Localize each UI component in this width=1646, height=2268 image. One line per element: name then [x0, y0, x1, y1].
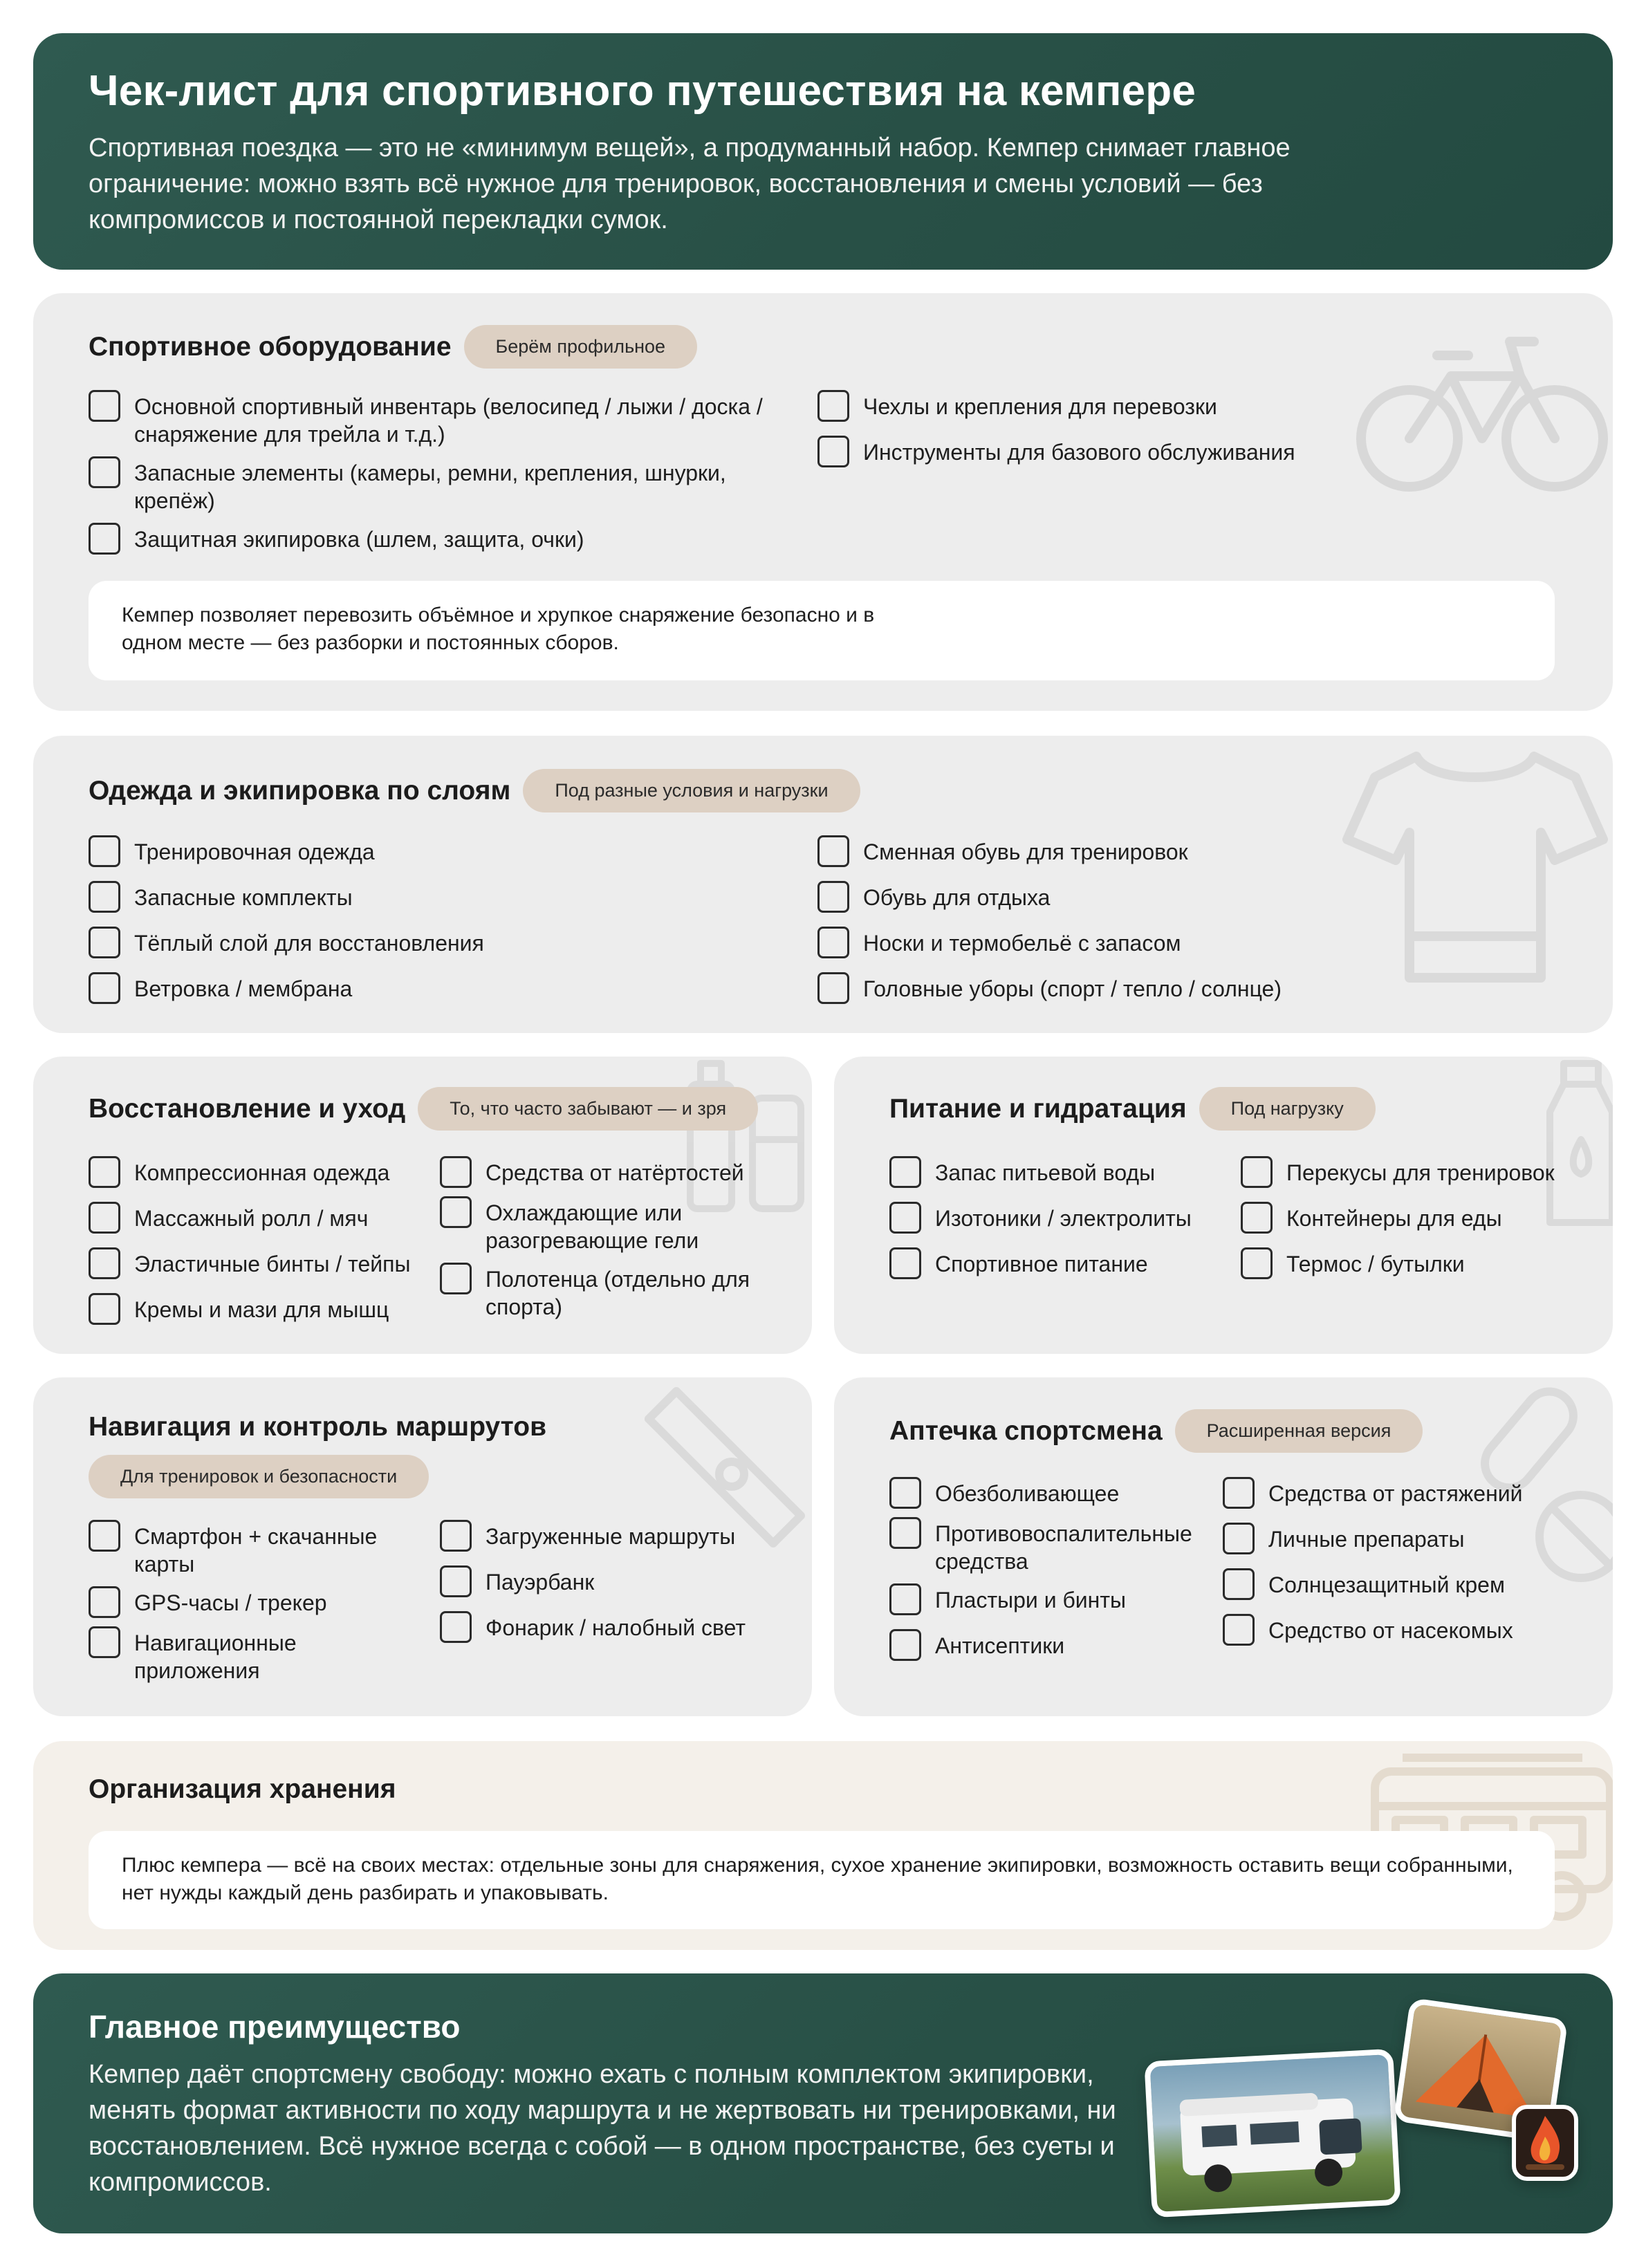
item-label: Запасные элементы (камеры, ремни, крепления, шнурки, крепёж) [134, 461, 726, 513]
checkbox[interactable] [89, 456, 120, 488]
motorhome-icon [1150, 2054, 1396, 2212]
equipment-note-text: Кемпер позволяет перевозить объёмное и хрупкое снаряжение безопасно и в одном месте — без разборки и постоянных сборов. [122, 604, 875, 654]
checklist-item[interactable] [89, 1250, 420, 1279]
section-equipment [33, 293, 1613, 711]
checkbox[interactable] [89, 1586, 120, 1618]
item-label: Смартфон + скачанные карты [134, 1524, 378, 1577]
checkbox[interactable] [89, 390, 120, 422]
item-label: Изотоники / электролиты [935, 1206, 1192, 1231]
navigation-list-right [440, 1523, 786, 1643]
checklist-item[interactable] [1241, 1159, 1587, 1188]
checkbox[interactable] [89, 1247, 120, 1279]
item-label: Охлаждающие или разогревающие гели [486, 1200, 699, 1253]
checklist-item[interactable] [889, 1632, 1214, 1661]
checkbox[interactable] [440, 1520, 472, 1552]
storage-note [89, 1831, 1555, 1929]
checklist-item[interactable] [89, 1523, 420, 1578]
checkbox[interactable] [440, 1156, 472, 1188]
recovery-list-right [440, 1159, 772, 1321]
checklist-item[interactable] [89, 1629, 420, 1684]
checkbox[interactable] [440, 1611, 472, 1643]
section-firstaid [834, 1377, 1613, 1716]
clothing-list-right [817, 838, 1440, 1004]
checklist-item[interactable] [889, 1205, 1221, 1234]
item-label: Кремы и мази для мышц [134, 1297, 389, 1322]
motorhome-photo [1144, 2049, 1400, 2218]
firstaid-list-right [1223, 1480, 1582, 1646]
nutrition-list-left [889, 1159, 1221, 1279]
item-label: Средства от натёртостей [486, 1160, 744, 1185]
checklist-item[interactable] [1223, 1480, 1582, 1509]
equipment-badge: Берём профильное [464, 325, 698, 369]
section-storage [33, 1741, 1613, 1950]
nutrition-title: Питание и гидратация [889, 1093, 1187, 1124]
item-label: Основной спортивный инвентарь (велосипед / лыжи / доска / снаряжение для трейла и т.д.) [134, 394, 763, 447]
item-label: Тренировочная одежда [134, 839, 375, 864]
checklist-item[interactable] [1241, 1205, 1587, 1234]
hero-card [33, 33, 1613, 270]
navigation-title: Навигация и контроль маршрутов [89, 1412, 547, 1442]
section-navigation [33, 1377, 812, 1716]
item-label: Инструменты для базового обслуживания [863, 440, 1295, 465]
item-label: Эластичные бинты / тейпы [134, 1252, 411, 1276]
checkbox[interactable] [817, 927, 849, 958]
checkbox[interactable] [817, 436, 849, 467]
checklist-item[interactable] [889, 1480, 1214, 1509]
checkbox[interactable] [889, 1477, 921, 1509]
item-label: Чехлы и крепления для перевозки [863, 394, 1217, 419]
advantage-text: Кемпер даёт спортсмену свободу: можно ехать с полным комплектом экипировки, менять формат активности по ходу маршрута и не жертвовать ни тренировками, ни восстановлением. Всё нужное всегда с собой — в одном пространстве, без суеты и компромиссов. [89, 2060, 1116, 2197]
nutrition-badge: Под нагрузку [1199, 1087, 1376, 1131]
item-label: Фонарик / налобный свет [486, 1615, 746, 1640]
checkbox[interactable] [89, 881, 120, 913]
item-label: Полотенца (отдельно для спорта) [486, 1267, 750, 1319]
item-label: Средство от насекомых [1268, 1618, 1513, 1643]
checklist-item[interactable] [440, 1523, 786, 1552]
item-label: Антисептики [935, 1633, 1065, 1658]
storage-title: Организация хранения [89, 1774, 396, 1804]
item-label: Массажный ролл / мяч [134, 1206, 369, 1231]
navigation-badge-row [89, 1455, 429, 1498]
checklist-item[interactable] [89, 1589, 420, 1618]
equipment-list-left [89, 393, 780, 555]
item-label: Головные уборы (спорт / тепло / солнце) [863, 976, 1282, 1001]
checkbox[interactable] [89, 1156, 120, 1188]
equipment-title: Спортивное оборудование [89, 331, 452, 362]
checkbox[interactable] [889, 1202, 921, 1234]
checkbox[interactable] [817, 972, 849, 1004]
firstaid-title: Аптечка спортсмена [889, 1415, 1163, 1446]
section-clothing [33, 736, 1613, 1033]
item-label: Запасные комплекты [134, 885, 353, 910]
recovery-header [89, 1087, 758, 1131]
recovery-list-left [89, 1159, 420, 1325]
firstaid-list-left [889, 1480, 1214, 1661]
clothing-badge: Под разные условия и нагрузки [523, 769, 860, 812]
checkbox[interactable] [1223, 1614, 1255, 1646]
firstaid-header [889, 1409, 1423, 1453]
checkbox[interactable] [1223, 1523, 1255, 1554]
equipment-header [89, 325, 697, 369]
item-label: Запас питьевой воды [935, 1160, 1156, 1185]
checkbox[interactable] [1241, 1202, 1273, 1234]
item-label: Личные препараты [1268, 1527, 1465, 1552]
item-label: Обезболивающее [935, 1481, 1120, 1506]
checkbox[interactable] [1241, 1156, 1273, 1188]
item-label: Средства от растяжений [1268, 1481, 1523, 1506]
firstaid-badge: Расширенная версия [1175, 1409, 1423, 1453]
checkbox[interactable] [89, 1293, 120, 1325]
item-label: Термос / бутылки [1286, 1252, 1465, 1276]
clothing-list-left [89, 838, 780, 1004]
advantage-card [33, 1973, 1613, 2233]
checklist-item[interactable] [89, 884, 780, 913]
advantage-title: Главное преимущество [89, 2009, 461, 2045]
item-label: Контейнеры для еды [1286, 1206, 1502, 1231]
checklist-item[interactable] [89, 1296, 420, 1325]
checklist-item[interactable] [89, 975, 780, 1004]
item-label: Тёплый слой для восстановления [134, 931, 484, 956]
checklist-item[interactable] [89, 459, 780, 514]
checkbox[interactable] [889, 1517, 921, 1549]
item-label: Пластыри и бинты [935, 1588, 1126, 1612]
checklist-item[interactable] [817, 438, 1440, 467]
navigation-list-left [89, 1523, 420, 1684]
checkbox[interactable] [1223, 1477, 1255, 1509]
checklist-item[interactable] [889, 1520, 1214, 1575]
item-label: Навигационные приложения [134, 1630, 297, 1683]
item-label: GPS-часы / трекер [134, 1590, 327, 1615]
checkbox[interactable] [440, 1565, 472, 1597]
checkbox[interactable] [889, 1156, 921, 1188]
navigation-header [89, 1412, 546, 1442]
checkbox[interactable] [889, 1583, 921, 1615]
checklist-item[interactable] [89, 1205, 420, 1234]
storage-note-text: Плюс кемпера — всё на своих местах: отдельные зоны для снаряжения, сухое хранение экипировки, возможность оставить вещи собранными, нет нужды каждый день разбирать и упаковывать. [122, 1854, 1513, 1904]
checklist-item[interactable] [889, 1250, 1221, 1279]
checkbox[interactable] [440, 1196, 472, 1228]
nutrition-list-right [1241, 1159, 1587, 1279]
checklist-item[interactable] [89, 929, 780, 958]
checklist-item[interactable] [817, 393, 1440, 422]
checkbox[interactable] [89, 1520, 120, 1552]
item-label: Защитная экипировка (шлем, защита, очки) [134, 527, 584, 552]
checkbox[interactable] [1241, 1247, 1273, 1279]
item-label: Обувь для отдыха [863, 885, 1051, 910]
campfire-icon [1516, 2109, 1574, 2177]
item-label: Компрессионная одежда [134, 1160, 390, 1185]
recovery-badge: То, что часто забывают — и зря [418, 1087, 758, 1131]
storage-header [89, 1774, 396, 1805]
checkbox[interactable] [889, 1247, 921, 1279]
checklist-item[interactable] [1223, 1525, 1582, 1554]
checklist-item[interactable] [440, 1265, 772, 1321]
equipment-list-right [817, 393, 1440, 467]
item-label: Пауэрбанк [486, 1570, 595, 1595]
checkbox[interactable] [1223, 1568, 1255, 1600]
checkbox[interactable] [440, 1263, 472, 1294]
checkbox[interactable] [89, 927, 120, 958]
checklist-item[interactable] [440, 1159, 772, 1188]
clothing-header [89, 769, 860, 812]
item-label: Перекусы для тренировок [1286, 1160, 1555, 1185]
page-title: Чек-лист для спортивного путешествия на кемпере [89, 67, 1196, 115]
recovery-title: Восстановление и уход [89, 1093, 406, 1124]
checklist-item[interactable] [817, 975, 1440, 1004]
nutrition-header [889, 1087, 1376, 1131]
checklist-item[interactable] [89, 393, 780, 448]
item-label: Носки и термобельё с запасом [863, 931, 1181, 956]
section-recovery [33, 1057, 812, 1354]
checkbox[interactable] [817, 390, 849, 422]
item-label: Солнцезащитный крем [1268, 1572, 1505, 1597]
checklist-item[interactable] [817, 929, 1440, 958]
equipment-note [89, 581, 1555, 680]
campfire-photo [1512, 2105, 1578, 2181]
checklist-item[interactable] [440, 1568, 786, 1597]
checklist-item[interactable] [440, 1614, 786, 1643]
checkbox[interactable] [817, 881, 849, 913]
checkbox[interactable] [89, 1202, 120, 1234]
checklist-item[interactable] [817, 884, 1440, 913]
item-label: Сменная обувь для тренировок [863, 839, 1188, 864]
clothing-title: Одежда и экипировка по слоям [89, 775, 511, 806]
checklist-item[interactable] [889, 1586, 1214, 1615]
checklist-item[interactable] [1223, 1571, 1582, 1600]
item-label: Ветровка / мембрана [134, 976, 353, 1001]
item-label: Загруженные маршруты [486, 1524, 736, 1549]
hero-intro: Спортивная поездка — это не «минимум вещей», а продуманный набор. Кемпер снимает главное ограничение: можно взять всё нужное для тренировок, восстановления и смены условий — без компромиссов и постоянной перекладки сумок. [89, 133, 1291, 234]
checklist-item[interactable] [89, 526, 780, 555]
checkbox[interactable] [889, 1629, 921, 1661]
checklist-item[interactable] [1241, 1250, 1587, 1279]
checklist-item[interactable] [1223, 1617, 1582, 1646]
checklist-item[interactable] [817, 838, 1440, 867]
checklist-item[interactable] [89, 1159, 420, 1188]
item-label: Спортивное питание [935, 1252, 1148, 1276]
navigation-badge: Для тренировок и безопасности [89, 1455, 429, 1498]
section-nutrition [834, 1057, 1613, 1354]
checkbox[interactable] [89, 972, 120, 1004]
checkbox[interactable] [817, 835, 849, 867]
checklist-item[interactable] [440, 1199, 772, 1254]
checkbox[interactable] [89, 523, 120, 555]
checkbox[interactable] [89, 1626, 120, 1658]
checklist-item[interactable] [889, 1159, 1221, 1188]
checkbox[interactable] [89, 835, 120, 867]
checklist-item[interactable] [89, 838, 780, 867]
item-label: Противовоспалительные средства [935, 1521, 1192, 1574]
